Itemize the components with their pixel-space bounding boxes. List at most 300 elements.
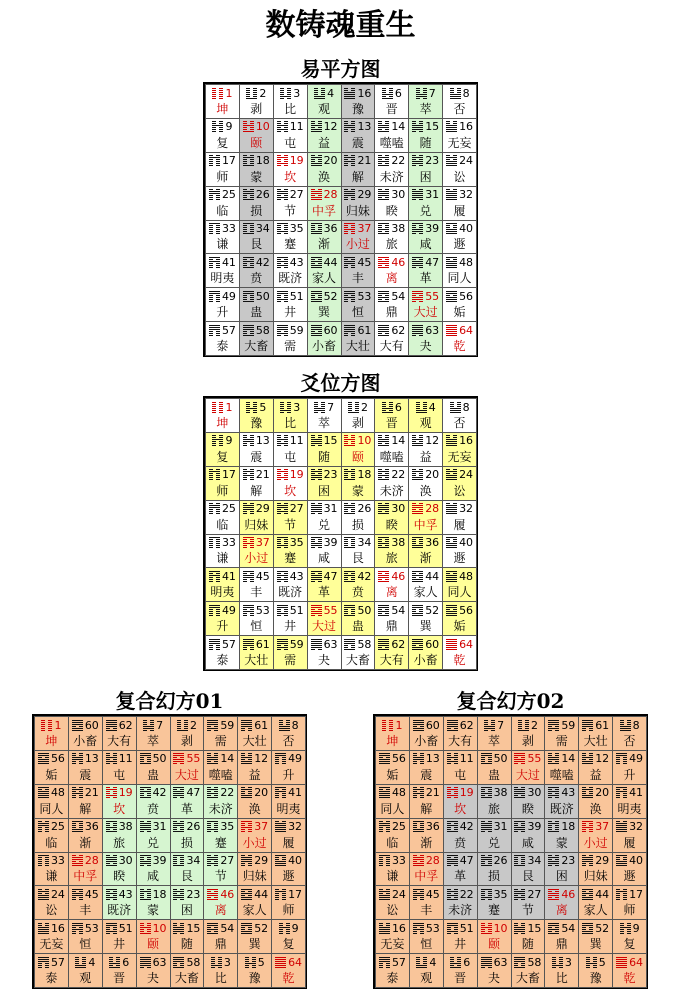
hexagram-symbol-icon [582, 821, 593, 833]
hexagram-symbol-icon [173, 957, 184, 969]
hexagram-cell [170, 750, 205, 785]
hexagram-cell [307, 287, 342, 322]
hexagram-number: 24 [459, 468, 474, 482]
hexagram-name: 贲 [454, 835, 467, 850]
hexagram-cell [442, 432, 477, 467]
hexagram-cell [477, 953, 512, 988]
hexagram-symbol-icon [209, 257, 220, 269]
hexagram-number: 31 [493, 820, 508, 834]
hexagram-name: 大畜 [515, 971, 540, 985]
hexagram-number: 47 [186, 786, 201, 800]
hexagram-name: 剥 [351, 415, 364, 430]
hexagram-cell [341, 432, 376, 467]
hexagram-cell [511, 784, 546, 819]
hexagram-name: 观 [79, 971, 92, 985]
hexagram-cell [443, 818, 478, 853]
hexagram-number: 62 [391, 323, 406, 337]
hexagram-cell [408, 287, 443, 322]
hexagram-cell [544, 919, 579, 954]
hexagram-cell [307, 567, 342, 602]
hexagram-cell [375, 784, 410, 819]
hexagram-number: 25 [221, 188, 236, 202]
hexagram-number: 11 [459, 752, 474, 766]
hexagram-cell [612, 953, 647, 988]
hexagram-number: 56 [459, 289, 474, 303]
hexagram-name: 豫 [250, 415, 263, 430]
hexagram-name: 萃 [419, 101, 432, 116]
hexagram-name: 无妄 [447, 135, 472, 150]
hexagram-cell [375, 818, 410, 853]
hexagram-name: 归妹 [583, 869, 608, 884]
hexagram-name: 噬嗑 [379, 449, 404, 464]
hexagram-number: 59 [561, 718, 576, 732]
hexagram-symbol-icon [378, 503, 389, 515]
hexagram-name: 巽 [248, 937, 261, 952]
hexagram-symbol-icon [72, 753, 83, 765]
hexagram-name: 损 [250, 203, 263, 218]
hexagram-cell [477, 885, 512, 920]
hexagram-name: 困 [555, 869, 568, 884]
hexagram-number: 32 [288, 820, 303, 834]
hexagram-name: 中孚 [312, 203, 337, 218]
hexagram-number: 4 [428, 400, 436, 414]
hexagram-symbol-icon [447, 821, 458, 833]
hexagram-symbol-icon [378, 325, 389, 337]
hexagram-symbol-icon [275, 889, 286, 901]
hexagram-name: 贲 [147, 801, 160, 816]
hexagram-cell [68, 750, 103, 785]
hexagram-symbol-icon [582, 720, 593, 732]
hexagram-symbol-icon [209, 537, 220, 549]
hexagram-name: 夬 [318, 653, 331, 667]
hexagram-symbol-icon [241, 821, 252, 833]
hexagram-number: 34 [255, 222, 270, 235]
hexagram-symbol-icon [207, 720, 218, 732]
hexagram-name: 颐 [147, 937, 160, 952]
hexagram-number: 35 [289, 536, 304, 549]
hexagram-cell [239, 253, 274, 288]
hexagram-number: 55 [186, 752, 201, 766]
hexagram-name: 谦 [386, 869, 399, 884]
hexagram-symbol-icon [72, 720, 83, 732]
hexagram-number: 60 [323, 323, 338, 337]
hexagram-cell [409, 716, 444, 751]
hexagram-name: 谦 [45, 869, 58, 884]
hexagram-cell [341, 321, 376, 356]
hexagram-cell [511, 716, 546, 751]
hexagram-number: 8 [462, 400, 470, 414]
hexagram-number: 16 [459, 120, 474, 134]
hexagram-name: 蛊 [351, 619, 364, 634]
hexagram-cell [612, 919, 647, 954]
hexagram-cell [408, 253, 443, 288]
hexagram-cell [443, 716, 478, 751]
hexagram-name: 贲 [250, 271, 263, 286]
hexagram-name: 旅 [385, 237, 398, 252]
hexagram-cell [612, 885, 647, 920]
hexagram-cell [307, 152, 342, 187]
hexagram-symbol-icon [446, 291, 457, 303]
hexagram-number: 62 [391, 637, 406, 651]
hexagram-symbol-icon [450, 88, 461, 100]
hexagram-symbol-icon [412, 257, 423, 269]
hexagram-number: 46 [391, 569, 406, 583]
hexagram-cell [477, 919, 512, 954]
hexagram-cell [307, 601, 342, 636]
hexagram-name: 无妄 [39, 937, 64, 952]
hexagram-cell [68, 919, 103, 954]
hexagram-symbol-icon [246, 88, 257, 100]
hexagram-name: 涣 [589, 801, 602, 816]
hexagram-name: 大有 [379, 339, 404, 353]
hexagram-symbol-icon [481, 821, 492, 833]
hexagram-cell [136, 818, 171, 853]
hexagram-number: 59 [289, 323, 304, 337]
hexagram-number: 58 [186, 955, 201, 969]
hexagram-symbol-icon [413, 720, 424, 732]
hexagram-symbol-icon [446, 639, 457, 651]
hexagram-name: 小畜 [312, 339, 337, 353]
hexagram-symbol-icon [514, 821, 525, 833]
hexagram-symbol-icon [344, 88, 355, 100]
hexagram-name: 屯 [284, 449, 297, 464]
hexagram-number: 17 [221, 154, 236, 168]
hexagram-cell [443, 852, 478, 887]
hexagram-number: 22 [391, 468, 406, 482]
hexagram-symbol-icon [412, 605, 423, 617]
hexagram-cell [203, 818, 238, 853]
hexagram-symbol-icon [548, 720, 559, 732]
hexagram-cell [307, 635, 342, 670]
hexagram-name: 蹇 [284, 237, 297, 252]
hexagram-symbol-icon [616, 889, 627, 901]
hexagram-name: 升 [216, 619, 229, 634]
hexagram-symbol-icon [416, 402, 427, 414]
hexagram-number: 24 [391, 887, 406, 901]
hexagram-number: 18 [152, 887, 167, 901]
hexagram-name: 观 [420, 971, 433, 985]
hexagram-symbol-icon [279, 923, 290, 935]
hexagram-symbol-icon [207, 855, 218, 867]
hexagram-symbol-icon [344, 639, 355, 651]
hexagram-name: 归妹 [345, 203, 370, 218]
hexagram-number: 30 [118, 854, 133, 867]
hexagram-cell [374, 84, 409, 119]
hexagram-cell [408, 500, 443, 535]
hexagram-name: 夬 [488, 971, 501, 985]
hexagram-name: 需 [214, 733, 227, 748]
hexagram-number: 58 [527, 955, 542, 969]
hexagram-name: 井 [454, 937, 467, 952]
hexagram-cell [203, 716, 238, 751]
hexagram-symbol-icon [275, 957, 286, 969]
hexagram-number: 25 [221, 502, 236, 516]
hexagram-symbol-icon [378, 291, 389, 303]
hexagram-cell [102, 919, 137, 954]
hexagram-symbol-icon [446, 605, 457, 617]
hexagram-cell [442, 152, 477, 187]
hexagram-name: 复 [282, 937, 295, 952]
hexagram-symbol-icon [311, 469, 322, 481]
hexagram-name: 节 [521, 903, 534, 918]
hexagram-name: 大过 [413, 305, 438, 320]
hexagram-cell [203, 784, 238, 819]
hexagram-number: 35 [289, 222, 304, 235]
hexagram-number: 54 [391, 603, 406, 617]
hexagram-cell [511, 852, 546, 887]
hexagram-name: 师 [216, 483, 229, 498]
hexagram-name: 坎 [284, 483, 297, 498]
hexagram-number: 48 [50, 786, 65, 800]
hexagram-symbol-icon [548, 855, 559, 867]
hexagram-cell [273, 432, 308, 467]
hexagram-symbol-icon [38, 889, 49, 901]
hexagram-cell [239, 152, 274, 187]
hexagram-number: 33 [391, 854, 406, 867]
hexagram-cell [612, 852, 647, 887]
hexagram-name: 蒙 [147, 903, 160, 918]
hexagram-cell [477, 852, 512, 887]
hexagram-symbol-icon [412, 435, 423, 447]
hexagram-cell [374, 321, 409, 356]
hexagram-symbol-icon [311, 121, 322, 133]
hexagram-symbol-icon [212, 402, 223, 414]
hexagram-cell [237, 818, 272, 853]
hexagram-number: 27 [220, 854, 235, 867]
hexagram-cell [273, 534, 308, 569]
hexagram-number: 49 [221, 603, 236, 617]
hexagram-number: 17 [288, 887, 303, 901]
hexagram-name: 小畜 [414, 733, 439, 748]
hexagram-cell [34, 885, 69, 920]
hexagram-symbol-icon [277, 435, 288, 447]
hexagram-cell [477, 716, 512, 751]
hexagram-name: 震 [351, 135, 364, 150]
hexagram-name: 屯 [454, 767, 467, 782]
hexagram-symbol-icon [582, 889, 593, 901]
hexagram-cell [239, 567, 274, 602]
hexagram-number: 39 [323, 536, 338, 549]
hexagram-name: 观 [419, 415, 432, 430]
grid-title-3: 复合幻方01 [115, 689, 224, 713]
hexagram-name: 乾 [623, 971, 636, 985]
hexagram-cell [136, 852, 171, 887]
hexagram-number: 59 [289, 637, 304, 651]
hexagram-number: 47 [459, 854, 474, 867]
hexagram-symbol-icon [344, 223, 355, 235]
hexagram-symbol-icon [416, 88, 427, 100]
hexagram-name: 坤 [45, 733, 58, 748]
hexagram-symbol-icon [446, 469, 457, 481]
hexagram-name: 泰 [216, 339, 229, 353]
hexagram-symbol-icon [446, 503, 457, 515]
hexagram-number: 38 [493, 786, 508, 800]
hexagram-name: 困 [318, 483, 331, 498]
hexagram-cell [442, 186, 477, 221]
hexagram-number: 45 [255, 569, 270, 583]
hexagram-symbol-icon [616, 855, 627, 867]
hexagram-name: 蹇 [284, 551, 297, 566]
hexagram-cell [442, 601, 477, 636]
hexagram-cell [374, 466, 409, 501]
hexagram-symbol-icon [412, 639, 423, 651]
hexagram-symbol-icon [616, 957, 627, 969]
hexagram-name: 升 [216, 305, 229, 320]
hexagram-cell [68, 953, 103, 988]
hexagram-cell [205, 635, 240, 670]
hexagram-symbol-icon [212, 88, 223, 100]
hexagram-name: 睽 [385, 517, 398, 532]
hexagram-number: 19 [459, 786, 474, 800]
hexagram-name: 履 [623, 835, 636, 850]
hexagram-name: 坎 [454, 801, 467, 816]
hexagram-cell [68, 885, 103, 920]
hexagram-number: 15 [323, 434, 338, 448]
hexagram-number: 13 [357, 120, 372, 134]
hexagram-name: 中孚 [73, 869, 98, 884]
hexagram-number: 21 [357, 154, 372, 168]
hexagram-name: 小畜 [413, 653, 438, 667]
hexagram-name: 颐 [351, 449, 364, 464]
hexagram-cell [34, 716, 69, 751]
hexagram-cell [239, 534, 274, 569]
hexagram-cell [511, 919, 546, 954]
hexagram-number: 4 [327, 86, 335, 100]
hexagram-name: 否 [453, 101, 466, 116]
hexagram-number: 27 [289, 502, 304, 516]
hexagram-cell [443, 885, 478, 920]
hexagram-symbol-icon [209, 155, 220, 167]
hexagram-number: 56 [459, 603, 474, 617]
hexagram-number: 14 [561, 752, 576, 766]
hexagram-number: 29 [595, 854, 610, 867]
hexagram-name: 蹇 [488, 903, 501, 918]
hexagram-name: 中孚 [413, 517, 438, 532]
hexagram-symbol-icon [241, 753, 252, 765]
hexagram-number: 8 [462, 86, 470, 100]
hexagram-cell [136, 919, 171, 954]
hexagram-number: 19 [289, 468, 304, 482]
hexagram-number: 64 [629, 955, 644, 969]
hexagram-cell [477, 818, 512, 853]
hexagram-number: 5 [259, 400, 267, 414]
hexagram-number: 51 [289, 289, 304, 303]
hexagram-symbol-icon [514, 753, 525, 765]
hexagram-name: 大畜 [174, 971, 199, 985]
hexagram-symbol-icon [413, 821, 424, 833]
hexagram-symbol-icon [582, 753, 593, 765]
hexagram-symbol-icon [481, 889, 492, 901]
hexagram-cell [409, 750, 444, 785]
hexagram-cell [443, 953, 478, 988]
hexagram-symbol-icon [243, 605, 254, 617]
hexagram-number: 61 [254, 718, 269, 732]
hexagram-symbol-icon [173, 855, 184, 867]
hexagram-cell [307, 118, 342, 153]
hexagram-number: 55 [323, 603, 338, 617]
hexagram-cell [442, 118, 477, 153]
hexagram-number: 15 [527, 921, 542, 935]
hexagram-name: 小过 [583, 835, 608, 850]
grid-yaowei [203, 396, 478, 671]
hexagram-name: 大壮 [242, 733, 267, 748]
hexagram-name: 乾 [453, 339, 466, 353]
hexagram-symbol-icon [620, 923, 631, 935]
hexagram-symbol-icon [143, 720, 154, 732]
hexagram-symbol-icon [140, 753, 151, 765]
hexagram-cell [374, 567, 409, 602]
hexagram-name: 恒 [351, 305, 364, 320]
hexagram-symbol-icon [209, 291, 220, 303]
hexagram-number: 10 [255, 120, 270, 134]
page-title: 数铸魂重生 [265, 8, 416, 43]
hexagram-number: 61 [595, 718, 610, 732]
hexagram-name: 涣 [419, 483, 432, 498]
hexagram-name: 涣 [248, 801, 261, 816]
hexagram-name: 豫 [248, 971, 261, 985]
hexagram-number: 7 [327, 400, 335, 414]
hexagram-number: 4 [429, 955, 437, 969]
hexagram-cell [544, 784, 579, 819]
hexagram-cell [442, 567, 477, 602]
hexagram-number: 13 [425, 752, 440, 766]
hexagram-cell [102, 716, 137, 751]
hexagram-cell [237, 784, 272, 819]
hexagram-name: 否 [282, 733, 295, 748]
hexagram-symbol-icon [38, 753, 49, 765]
hexagram-number: 15 [425, 120, 440, 134]
hexagram-cell [102, 818, 137, 853]
hexagram-name: 未济 [379, 483, 404, 498]
hexagram-cell [578, 919, 613, 954]
hexagram-symbol-icon [140, 787, 151, 799]
hexagram-name: 晋 [113, 971, 126, 985]
hexagram-number: 3 [293, 400, 301, 414]
hexagram-cell [409, 885, 444, 920]
hexagram-number: 14 [220, 752, 235, 766]
hexagram-name: 涣 [318, 169, 331, 184]
hexagram-number: 61 [357, 323, 372, 337]
hexagram-cell [203, 919, 238, 954]
hexagram-number: 2 [530, 718, 538, 732]
hexagram-cell [511, 953, 546, 988]
hexagram-symbol-icon [140, 957, 151, 969]
hexagram-symbol-icon [382, 720, 393, 732]
hexagram-symbol-icon [38, 821, 49, 833]
hexagram-symbol-icon [379, 753, 390, 765]
hexagram-number: 57 [391, 955, 406, 969]
hexagram-symbol-icon [378, 121, 389, 133]
hexagram-symbol-icon [344, 605, 355, 617]
hexagram-cell [102, 784, 137, 819]
hexagram-number: 36 [425, 820, 440, 834]
hexagram-name: 蒙 [351, 483, 364, 498]
hexagram-name: 临 [45, 835, 58, 850]
hexagram-name: 明夷 [276, 801, 301, 816]
hexagram-number: 42 [357, 569, 372, 583]
grid-title-4: 复合幻方02 [456, 689, 565, 713]
hexagram-cell [341, 534, 376, 569]
hexagram-cell [408, 84, 443, 119]
hexagram-name: 兑 [147, 835, 160, 850]
hexagram-name: 困 [180, 903, 193, 918]
hexagram-name: 复 [216, 135, 229, 150]
hexagram-number: 18 [561, 820, 576, 834]
hexagram-cell [375, 852, 410, 887]
hexagram-symbol-icon [72, 889, 83, 901]
hexagram-number: 23 [425, 154, 440, 168]
hexagram-number: 25 [50, 820, 65, 834]
